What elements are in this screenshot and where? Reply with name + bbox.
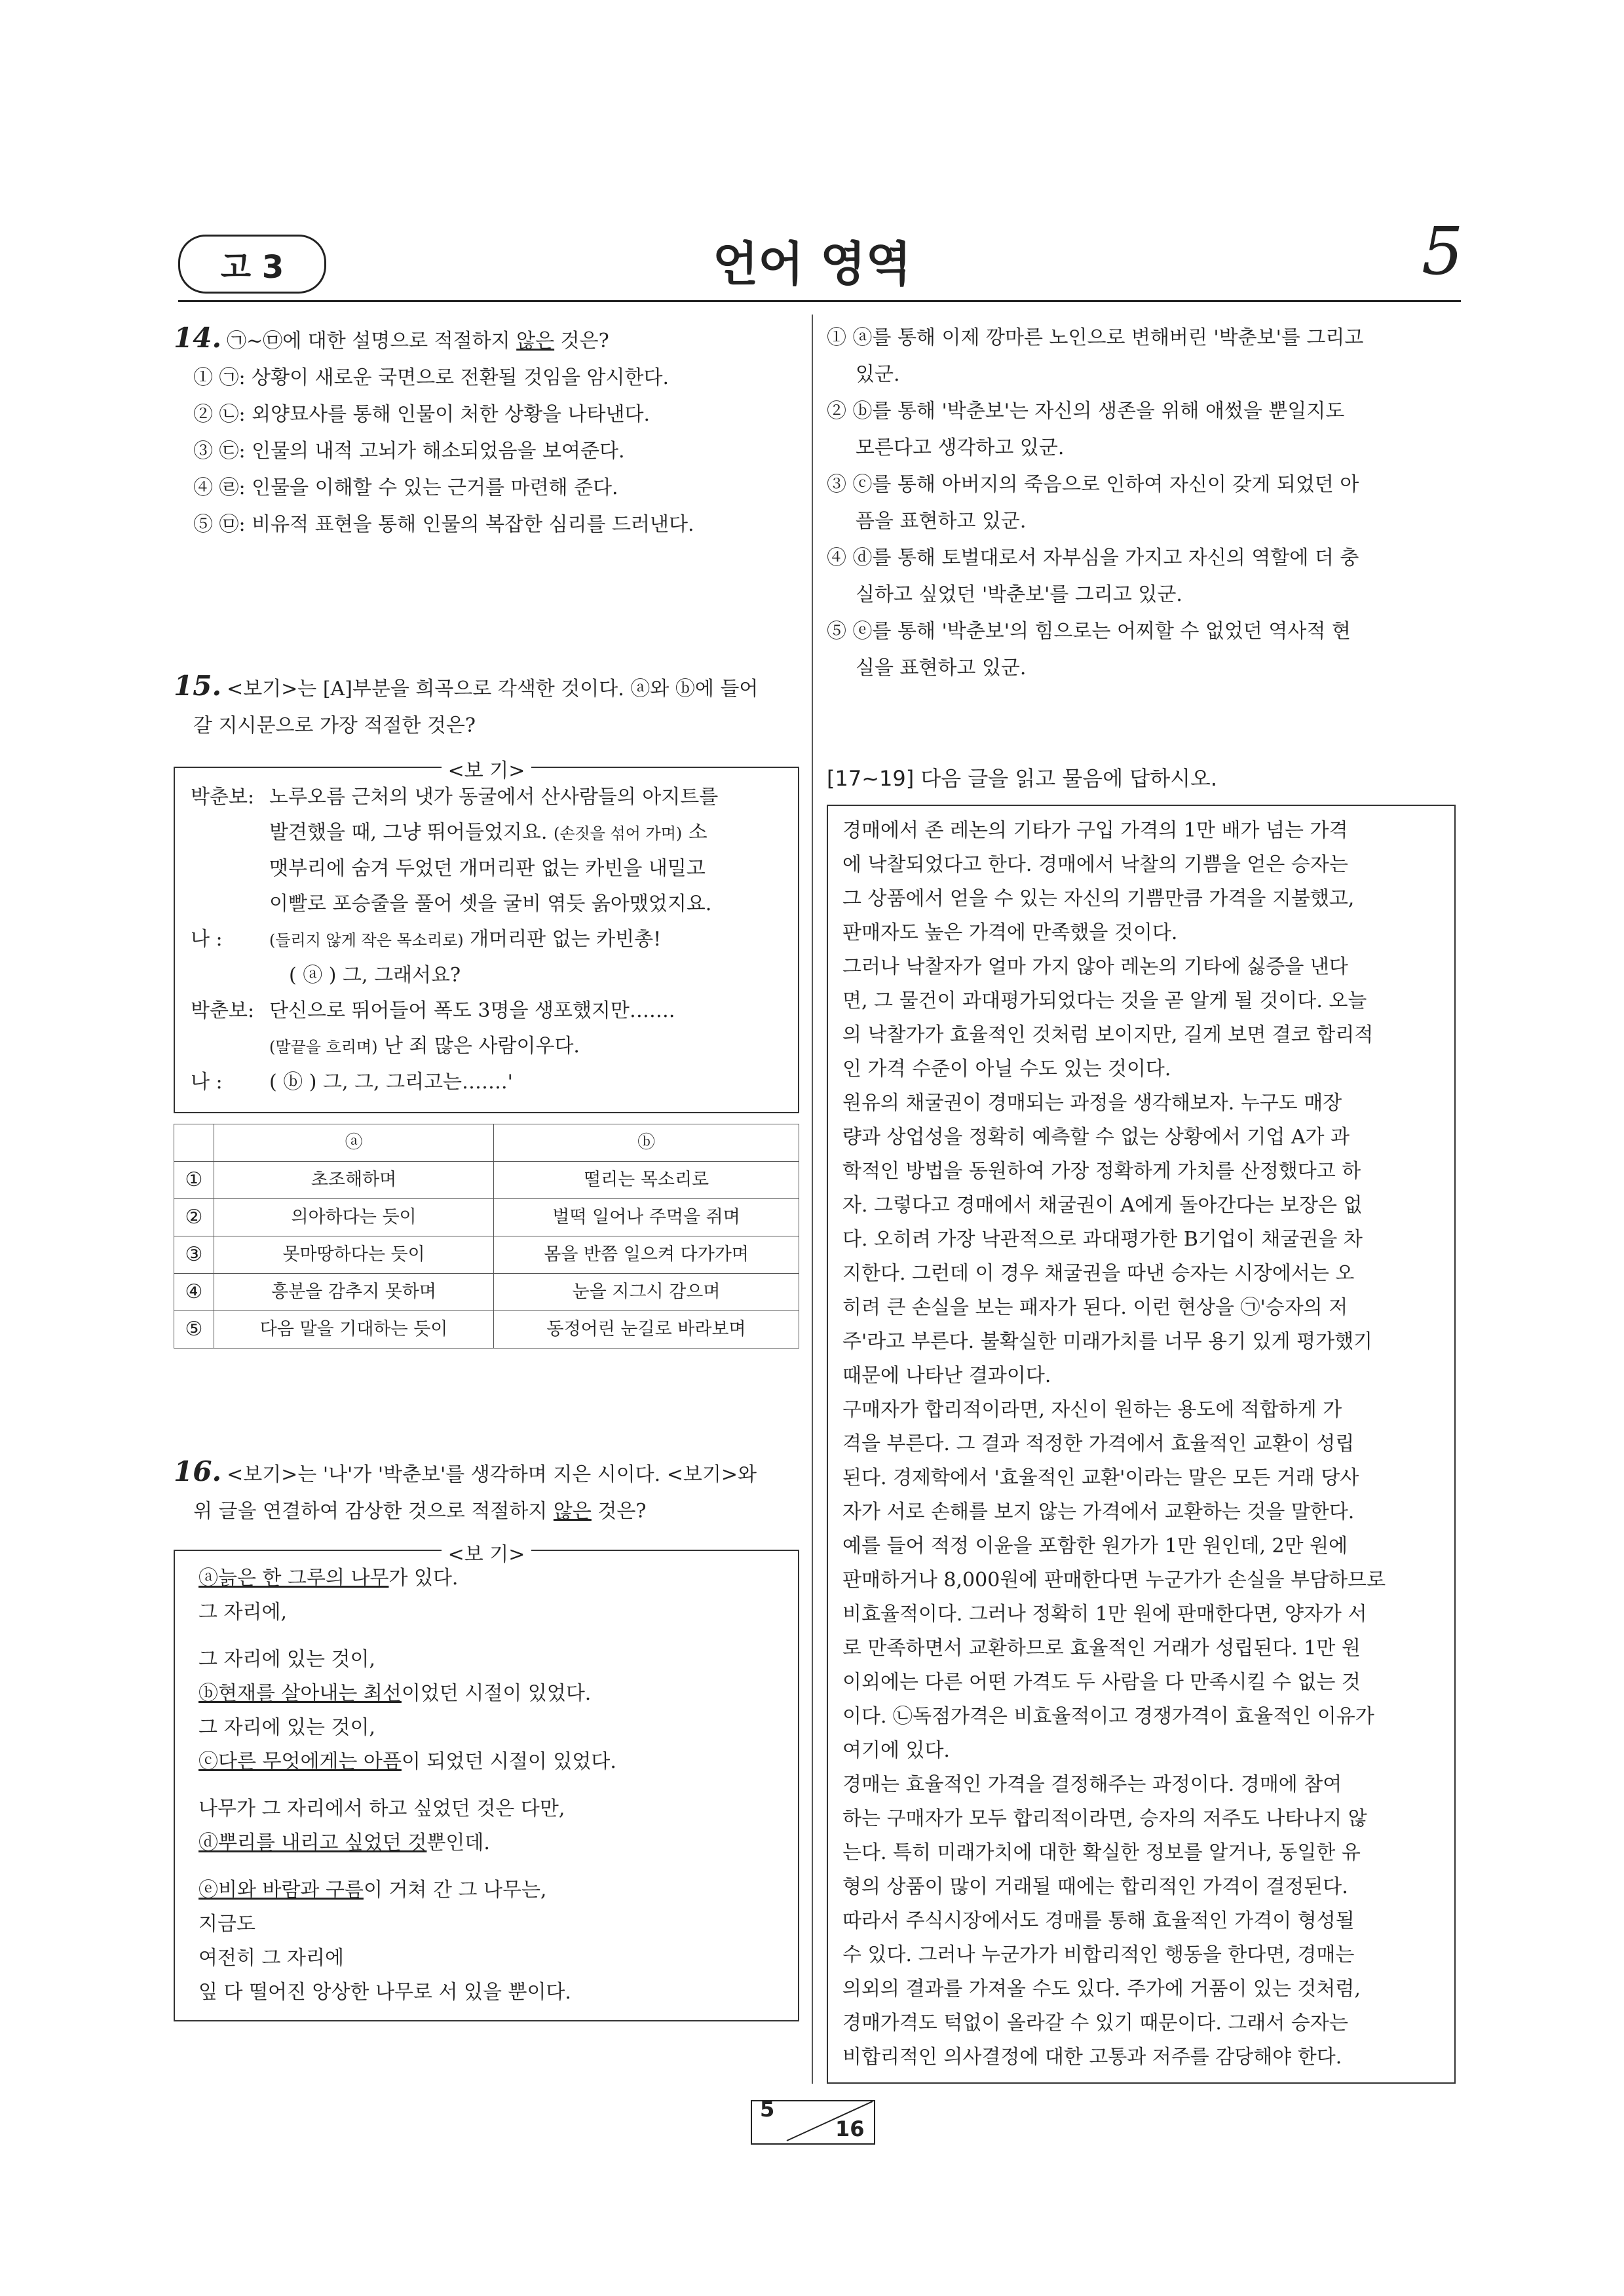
passage-line: 된다. 경제학에서 '효율적인 교환'이라는 말은 모든 거래 당사 [842, 1466, 1359, 1489]
table-row[interactable] [174, 1162, 799, 1199]
q14-stem-underline: 않은 [516, 330, 555, 353]
passage-line: 는다. 특히 미래가치에 대한 확실한 정보를 알거나, 동일한 유 [842, 1841, 1361, 1864]
stanza-gap [198, 1630, 774, 1643]
q16-stem-1: <보기>는 '나'가 '박춘보'를 생각하며 지은 시이다. <보기>와 [227, 1463, 757, 1486]
stanza-gap [198, 1860, 774, 1873]
header-rule [178, 300, 1461, 302]
page-title: 언어 영역 [712, 237, 912, 292]
q14-option-1[interactable]: ① ㉠: 상황이 새로운 국면으로 전환될 것임을 암시한다. [193, 366, 669, 389]
stage-direction: (들리지 않게 작은 목소리로) [269, 931, 464, 949]
passage-line: 수 있다. 그러나 누군가가 비합리적인 행동을 한다면, 경매는 [842, 1943, 1355, 1966]
script-line [191, 1029, 782, 1065]
script-text: 난 죄 많은 사람이우다. [377, 1035, 580, 1058]
poem-line [198, 1745, 774, 1779]
poem-line: 그 자리에 있는 것이, [198, 1648, 375, 1671]
passage-line: 로 만족하면서 교환하므로 효율적인 거래가 성립된다. 1만 원 [842, 1637, 1361, 1660]
question-15 [174, 668, 799, 1349]
passage-line: 의 낙찰가가 효율적인 것처럼 보이지만, 길게 보면 결코 합리적 [842, 1024, 1374, 1046]
q14-stem-post: 것은? [554, 330, 609, 353]
q15-stem-1: <보기>는 [A]부분을 희곡으로 각색한 것이다. ⓐ와 ⓑ에 들어 [227, 678, 759, 700]
script-text: 소 [682, 821, 708, 844]
poem-text: 이 되었던 시절이 있었다. [401, 1750, 616, 1773]
q16-option-3[interactable] [827, 467, 1456, 540]
q16-option-2[interactable] [827, 393, 1456, 467]
passage-line: 주'라고 부른다. 불확실한 미래가치를 너무 용기 있게 평가했기 [842, 1330, 1373, 1353]
table-row[interactable] [174, 1236, 799, 1274]
passage-line: 히려 큰 손실을 보는 패자가 된다. 이런 현상을 ㉠'승자의 저 [842, 1296, 1348, 1319]
header-page-number: 5 [1422, 213, 1463, 290]
passage-line: 비합리적인 의사결정에 대한 고통과 저주를 감당해야 한다. [842, 2046, 1342, 2069]
table-row[interactable] [174, 1274, 799, 1311]
table-row[interactable] [174, 1311, 799, 1349]
column-header-b: ⓑ [494, 1124, 799, 1162]
column-header-a: ⓐ [214, 1124, 494, 1162]
q14-stem-pre: ㉠~㉤에 대한 설명으로 적절하지 [227, 330, 517, 353]
left-column [174, 320, 799, 2021]
table-row[interactable] [174, 1199, 799, 1236]
script-text: ( ⓑ ) 그, 그, 그리고는…….' [269, 1071, 513, 1094]
passage-line: 지한다. 그런데 이 경우 채굴권을 따낸 승자는 시장에서는 오 [842, 1262, 1355, 1285]
option-a-cell: 못마땅하다는 듯이 [214, 1236, 494, 1274]
passage-line: 때문에 나타난 결과이다. [842, 1364, 1051, 1387]
option-text: 모른다고 생각하고 있군. [856, 436, 1065, 459]
option-number: ② [174, 1199, 214, 1236]
q14-stem [174, 320, 799, 360]
option-b-cell: 눈을 지그시 감으며 [494, 1274, 799, 1311]
q14-option-4[interactable]: ④ ㉣: 인물을 이해할 수 있는 근거를 마련해 준다. [193, 476, 618, 499]
q16-stem-2-post: 것은? [591, 1500, 647, 1523]
poem-underline: ⓑ현재를 살아내는 최선 [198, 1682, 402, 1705]
option-text: 실을 표현하고 있군. [856, 657, 1027, 679]
q16-box-label [175, 1537, 798, 1573]
option-text: ① ⓐ를 통해 이제 깡마른 노인으로 변해버린 '박춘보'를 그리고 [827, 326, 1364, 349]
option-number: ⑤ [174, 1311, 214, 1349]
q16-stem-line-2 [174, 1493, 799, 1530]
q14-option-5[interactable]: ⑤ ㉤: 비유적 표현을 통해 인물의 복잡한 심리를 드러낸다. [193, 513, 694, 536]
speaker-label: 나 : [191, 928, 223, 951]
poem-line [198, 1677, 774, 1711]
grade-label: 고 3 [220, 248, 284, 286]
passage-line: 판매하거나 8,000원에 판매한다면 누군가가 손실을 부담하므로 [842, 1569, 1386, 1592]
passage-line: 학적인 방법을 동원하여 가장 정확하게 가치를 산정했다고 하 [842, 1160, 1361, 1183]
poem-text: 이 거쳐 간 그 나무는, [363, 1879, 547, 1902]
passage-line: 따라서 주식시장에서도 경매를 통해 효율적인 가격이 형성될 [842, 1909, 1355, 1932]
stanza-gap [198, 1779, 774, 1792]
script-line: 맷부리에 숨겨 두었던 개머리판 없는 카빈을 내밀고 [269, 857, 706, 880]
passage-line: 예를 들어 적정 이윤을 포함한 원가가 1만 원인데, 2만 원에 [842, 1535, 1348, 1558]
option-b-cell: 벌떡 일어나 주먹을 쥐며 [494, 1199, 799, 1236]
passage-line: 다. 오히려 가장 낙관적으로 과대평가한 B기업이 채굴권을 차 [842, 1228, 1363, 1251]
passage-line: 경매는 효율적인 가격을 결정해주는 과정이다. 경매에 참여 [842, 1773, 1342, 1796]
passage-line: 량과 상업성을 정확히 예측할 수 없는 상황에서 기업 A가 과 [842, 1126, 1350, 1149]
poem-underline: ⓐ늙은 한 그루의 나무 [198, 1567, 389, 1590]
poem-line [198, 1826, 774, 1860]
passage-line: 하는 구매자가 모두 합리적이라면, 승자의 저주도 나타나지 않 [842, 1807, 1367, 1830]
poem-line: 잎 다 떨어진 앙상한 나무로 서 있을 뿐이다. [198, 1981, 571, 2004]
q15-stem-line-2: 갈 지시문으로 가장 적절한 것은? [193, 714, 476, 737]
speaker-label: 나 : [191, 1071, 223, 1094]
question-14 [174, 320, 799, 543]
option-b-cell: 동정어린 눈길로 바라보며 [494, 1311, 799, 1349]
option-a-cell: 다음 말을 기대하는 듯이 [214, 1311, 494, 1349]
poem-underline: ⓒ다른 무엇에게는 아픔 [198, 1750, 402, 1773]
passage-line: 이다. ㉡독점가격은 비효율적이고 경쟁가격이 효율적인 이유가 [842, 1705, 1374, 1728]
script-line [191, 922, 782, 958]
option-text: 픔을 표현하고 있군. [856, 510, 1027, 533]
table-corner [174, 1124, 214, 1162]
poem-line: 그 자리에, [198, 1601, 287, 1624]
poem-line: 나무가 그 자리에서 하고 싶었던 것은 다만, [198, 1797, 565, 1820]
stage-direction: (말끝을 흐리며) [269, 1038, 378, 1056]
passage-line: 형의 상품이 많이 거래될 때에는 합리적인 가격이 결정된다. [842, 1875, 1348, 1898]
poem-line: 그 자리에 있는 것이, [198, 1716, 375, 1739]
stage-direction: (손짓을 섞어 가며) [553, 824, 683, 843]
table-header-row [174, 1124, 799, 1162]
passage-line: 자가 서로 손해를 보지 않는 가격에서 교환하는 것을 말한다. [842, 1501, 1355, 1523]
script-text: 개머리판 없는 카빈총! [463, 928, 662, 951]
q15-options-table [174, 1124, 799, 1349]
script-text: 노루오름 근처의 냇가 동굴에서 산사람들의 아지트를 [269, 786, 719, 809]
option-text: ④ ⓓ를 통해 토벌대로서 자부심을 가지고 자신의 역할에 더 충 [827, 546, 1359, 569]
right-column [827, 320, 1456, 2084]
script-line [191, 993, 782, 1029]
passage-line: 의외의 결과를 가져올 수도 있다. 주가에 거품이 있는 것처럼, [842, 1978, 1361, 2000]
passage-line: 비효율적이다. 그러나 정확히 1만 원에 판매한다면, 양자가 서 [842, 1603, 1367, 1626]
script-text: 발견했을 때, 그냥 뛰어들었지요. [269, 821, 554, 844]
passage-line: 구매자가 합리적이라면, 자신이 원하는 용도에 적합하게 가 [842, 1398, 1342, 1421]
passage-line: 에 낙찰되었다고 한다. 경매에서 낙찰의 기쁨을 얻은 승자는 [842, 853, 1348, 876]
option-text: 있군. [856, 363, 900, 386]
poem-line: 여전히 그 자리에 [198, 1947, 344, 1970]
option-number: ① [174, 1162, 214, 1199]
q15-box-label-text: <보 기> [442, 759, 532, 782]
poem-text: 가 있다. [388, 1567, 459, 1590]
speaker-label: 박춘보: [191, 999, 255, 1022]
option-a-cell: 의아하다는 듯이 [214, 1199, 494, 1236]
passage-line: 경매가격도 턱없이 올라갈 수 있기 때문이다. 그래서 승자는 [842, 2012, 1348, 2035]
option-number: ③ [174, 1236, 214, 1274]
script-line: ( ⓐ ) 그, 그래서요? [289, 964, 461, 987]
q16-number: 16. [174, 1455, 222, 1487]
poem-line: 지금도 [198, 1913, 255, 1936]
poem-underline: ⓔ비와 바람과 구름 [198, 1879, 364, 1902]
option-text: 실하고 싶었던 '박춘보'를 그리고 있군. [856, 583, 1182, 606]
option-text: ⑤ ⓔ를 통해 '박춘보'의 힘으로는 어찌할 수 없었던 역사적 현 [827, 620, 1351, 643]
poem-line [198, 1873, 774, 1907]
script-text: 단신으로 뛰어들어 폭도 3명을 생포했지만……. [269, 999, 675, 1022]
script-line [191, 1065, 782, 1100]
footer-current-page: 5 [760, 2097, 775, 2122]
option-b-cell: 떨리는 목소리로 [494, 1162, 799, 1199]
q15-example-box [174, 759, 799, 1113]
q16-options [827, 320, 1456, 687]
q14-number: 14. [174, 322, 222, 354]
q16-option-5[interactable] [827, 613, 1456, 687]
passage-line: 그러나 낙찰자가 얼마 가지 않아 레논의 기타에 싫증을 낸다 [842, 955, 1348, 978]
option-number: ④ [174, 1274, 214, 1311]
question-16 [174, 1453, 799, 2021]
q15-box-label [175, 754, 798, 789]
footer-total-pages: 16 [835, 2116, 865, 2141]
poem-underline: ⓓ뿌리를 내리고 싶었던 것 [198, 1831, 427, 1854]
passage-line: 여기에 있다. [842, 1739, 950, 1762]
q16-option-4[interactable] [827, 540, 1456, 613]
q14-option-2[interactable]: ② ㉡: 외양묘사를 통해 인물이 처한 상황을 나타낸다. [193, 403, 651, 426]
option-a-cell: 초조해하며 [214, 1162, 494, 1199]
q15-stem-line-1 [174, 668, 799, 708]
passage-line: 이외에는 다른 어떤 가격도 두 사람을 다 만족시킬 수 없는 것 [842, 1671, 1361, 1694]
column-divider [812, 315, 813, 2084]
section-heading: [17~19] 다음 글을 읽고 물음에 답하시오. [827, 766, 1218, 791]
option-a-cell: 흥분을 감추지 못하며 [214, 1274, 494, 1311]
q16-poem-box [174, 1543, 799, 2021]
script-line: 이빨로 포승줄을 풀어 셋을 굴비 엮듯 옭아맸었지요. [269, 892, 712, 915]
passage-line: 그 상품에서 얻을 수 있는 자신의 기쁨만큼 가격을 지불했고, [842, 887, 1355, 910]
option-text: ② ⓑ를 통해 '박춘보'는 자신의 생존을 위해 애썼을 뿐일지도 [827, 400, 1345, 423]
speaker-label: 박춘보: [191, 786, 255, 809]
passage-line: 격을 부른다. 그 결과 적정한 가격에서 효율적인 교환이 성립 [842, 1432, 1355, 1455]
passage-line: 경매에서 존 레논의 기타가 구입 가격의 1만 배가 넘는 가격 [842, 819, 1348, 842]
q16-stem-line-1 [174, 1453, 799, 1493]
passage-line: 면, 그 물건이 과대평가되었다는 것을 곧 알게 될 것이다. 오늘 [842, 989, 1367, 1012]
passage-line: 원유의 채굴권이 경매되는 과정을 생각해보자. 누구도 매장 [842, 1092, 1342, 1115]
q16-stem-underline: 않은 [553, 1500, 592, 1523]
option-text: ③ ⓒ를 통해 아버지의 죽음으로 인하여 자신이 갖게 되었던 아 [827, 473, 1359, 496]
q16-option-1[interactable] [827, 320, 1456, 393]
passage-line: 자. 그렇다고 경매에서 채굴권이 A에게 돌아간다는 보장은 없 [842, 1194, 1363, 1217]
passage-line: 판매자도 높은 가격에 만족했을 것이다. [842, 921, 1178, 944]
q16-stem-2-pre: 위 글을 연결하여 감상한 것으로 적절하지 [193, 1500, 554, 1523]
reading-passage [827, 805, 1456, 2084]
q14-option-3[interactable]: ③ ㉢: 인물의 내적 고뇌가 해소되었음을 보여준다. [193, 440, 625, 463]
passage-line: 인 가격 수준이 아닐 수도 있는 것이다. [842, 1058, 1171, 1081]
q15-number: 15. [174, 670, 222, 702]
poem-text: 뿐인데. [426, 1831, 490, 1854]
script-line [191, 815, 782, 851]
option-b-cell: 몸을 반쯤 일으켜 다가가며 [494, 1236, 799, 1274]
q16-box-label-text: <보 기> [442, 1543, 532, 1566]
poem-text: 이었던 시절이 있었다. [401, 1682, 592, 1705]
